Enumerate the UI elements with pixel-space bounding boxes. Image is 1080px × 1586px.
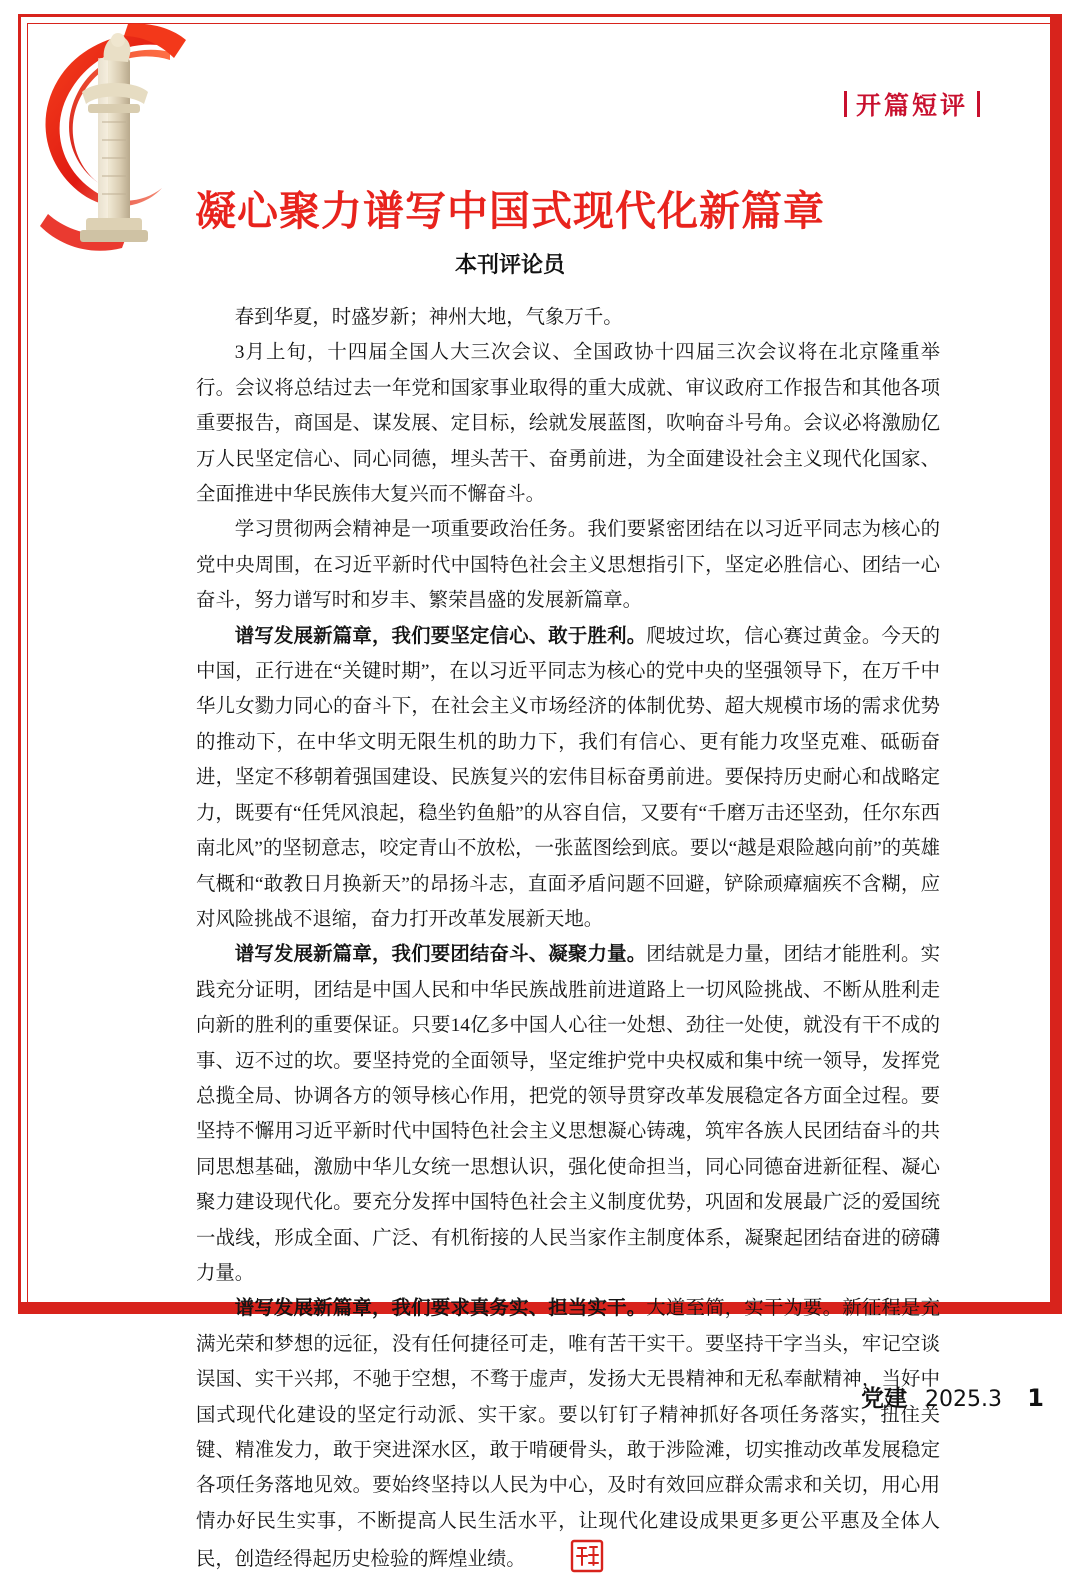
paragraph-text: 春到华夏，时盛岁新；神州大地，气象万千。 <box>234 307 623 328</box>
page-number: 1 <box>1027 1384 1044 1412</box>
column-label-text: 开篇短评 <box>855 93 968 120</box>
paragraph <box>196 619 940 938</box>
paragraph <box>196 1291 940 1577</box>
paragraph-text: 团结就是力量，团结才能胜利。实践充分证明，团结是中国人民和中华民族战胜前进道路上一切风险挑战、不断从胜利走向新的胜利的重要保证。只要14亿多中国人心往一处想、劲往一处使，就没有干不成的事、迈不过的坎。要坚持党的全面领导，坚定维护党中央权威和集中统一领导，发挥党总揽全局、协调各方的领导核心作用，把党的领导贯穿改革发展稳定各方面全过程。要坚持不懈用习近平新时代中国特色社会主义思想凝心铸魂，筑牢各族人民团结奋斗的共同思想基础，激励中华儿女统一思想认识，强化使命担当，同心同德奋进新征程、凝心聚力建设现代化。要充分发挥中国特色社会主义制度优势，巩固和发展最广泛的爱国统一战线，形成全面、广泛、有机衔接的人民当家作主制度体系，凝聚起团结奋进的磅礴力量。 <box>196 944 941 1284</box>
page-footer <box>861 1380 1044 1413</box>
column-label <box>844 86 980 122</box>
paragraph <box>196 335 940 512</box>
article-body <box>196 300 940 1578</box>
label-tick-left <box>844 91 847 117</box>
page-title: 凝心聚力谱写中国式现代化新篇章 <box>195 187 825 235</box>
paragraph <box>196 300 940 335</box>
paragraph-text: 学习贯彻两会精神是一项重要政治任务。我们要紧密团结在以习近平同志为核心的党中央周围，在习近平新时代中国特色社会主义思想指引下，坚定必胜信心、团结一心奋斗，努力谱写时和岁丰、繁荣昌盛的发展新篇章。 <box>196 519 940 612</box>
paragraph-text: 爬坡过坎，信心赛过黄金。今天的中国，正行进在“关键时期”，在以习近平同志为核心的党中央的坚强领导下，在万千中华儿女勠力同心的奋斗下，在社会主义市场经济的体制优势、超大规模市场的需求优势的推动下，在中华文明无限生机的助力下，我们有信心、更有能力攻坚克难、砥砺奋进，坚定不移朝着强国建设、民族复兴的宏伟目标奋勇前进。要保持历史耐心和战略定力，既要有“任凭风浪起，稳坐钓鱼船”的从容自信，又要有“千磨万击还坚劲，任尔东西南北风”的坚韧意志，咬定青山不放松，一张蓝图绘到底。要以“越是艰险越向前”的英雄气概和“敢教日月换新天”的昂扬斗志，直面矛盾问题不回避，铲除顽瘴痼疾不含糊，应对风险挑战不退缩，奋力打开改革发展新天地。 <box>196 625 941 930</box>
paragraph <box>196 512 940 618</box>
paragraph-text: 3月上旬，十四届全国人大三次会议、全国政协十四届三次会议将在北京隆重举行。会议将总结过去一年党和国家事业取得的重大成就、审议政府工作报告和其他各项重要报告，商国是、谋发展、定目标，绘就发展蓝图，吹响奋斗号角。会议必将激励亿万人民坚定信心、同心同德，埋头苦干、奋勇前进，为全面建设社会主义现代化国家、全面推进中华民族伟大复兴而不懈奋斗。 <box>196 342 940 506</box>
paragraph-lead: 谱写发展新篇章，我们要求真务实、担当实干。 <box>234 1298 647 1320</box>
byline: 本刊评论员 <box>454 253 565 278</box>
journal-name: 党建 <box>861 1386 908 1412</box>
paragraph-lead: 谱写发展新篇章，我们要团结奋斗、凝聚力量。 <box>234 944 647 966</box>
issue-number: 2025.3 <box>925 1387 1002 1412</box>
red-seal-stamp-icon <box>532 1539 566 1573</box>
paragraph-lead: 谱写发展新篇章，我们要坚定信心、敢于胜利。 <box>234 625 647 647</box>
paragraph-text: 大道至简，实干为要。新征程是充满光荣和梦想的远征，没有任何捷径可走，唯有苦干实干。要坚持干字当头，牢记空谈误国、实干兴邦，不驰于空想，不骛于虚声，发扬大无畏精神和无私奉献精神，当好中国式现代化建设的坚定行动派、实干家。要以钉钉子精神抓好各项任务落实，扭住关键、精准发力，敢于突进深水区，敢于啃硬骨头，敢于涉险滩，切实推动改革发展稳定各项任务落地见效。要始终坚持以人民为中心，及时有效回应群众需求和关切，用心用情办好民生实事，不断提高人民生活水平，让现代化建设成果更多更公平惠及全体人民，创造经得起历史检验的辉煌业绩。 <box>196 1298 941 1571</box>
label-tick-right <box>977 91 980 117</box>
page-frame-right-bar <box>1050 14 1062 1314</box>
paragraph <box>196 937 940 1291</box>
